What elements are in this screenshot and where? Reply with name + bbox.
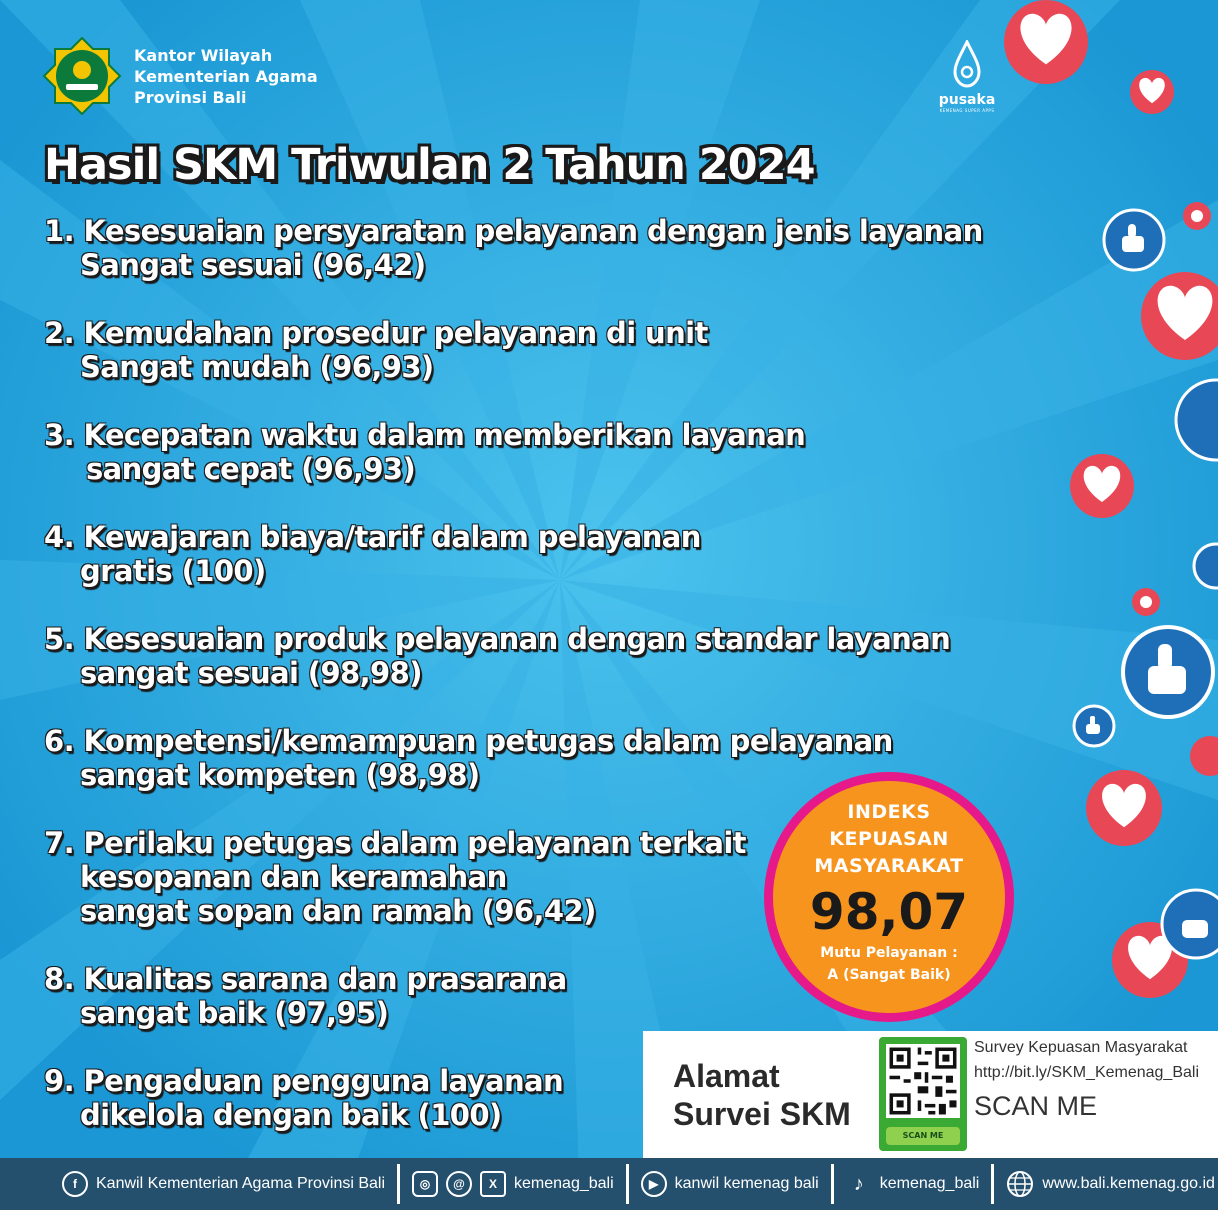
item-result: sangat cepat (96,93) bbox=[86, 452, 416, 486]
survey-heading-line2: Survei SKM bbox=[673, 1096, 851, 1132]
item-result: sangat kompeten (98,98) bbox=[80, 758, 480, 792]
divider bbox=[397, 1164, 400, 1204]
item-result: sangat sopan dan ramah (96,42) bbox=[80, 894, 596, 928]
mutu-value: A (Sangat Baik) bbox=[827, 967, 951, 983]
survey-heading-line1: Alamat bbox=[673, 1058, 780, 1094]
app-tagline: KEMENAG SUPER APPS bbox=[939, 108, 995, 113]
item-label: 3. Kecepatan waktu dalam memberikan layanan bbox=[44, 418, 806, 452]
list-item bbox=[44, 724, 893, 792]
item-label: 7. Perilaku petugas dalam pelayanan terkait bbox=[44, 826, 746, 860]
org-line3: Provinsi Bali bbox=[134, 87, 247, 107]
threads-icon: @ bbox=[446, 1171, 472, 1197]
item-line2: kesopanan dan keramahan bbox=[80, 860, 507, 894]
x-icon: X bbox=[480, 1171, 506, 1197]
youtube-handle: kanwil kemenag bali bbox=[674, 1175, 819, 1192]
divider bbox=[626, 1164, 629, 1204]
indeks-badge bbox=[764, 772, 1014, 1022]
list-item bbox=[44, 962, 567, 1030]
list-item bbox=[44, 418, 805, 486]
qr-code-icon bbox=[886, 1044, 960, 1118]
footer-bar bbox=[0, 1158, 1218, 1210]
scan-me-label: SCAN ME bbox=[974, 1091, 1098, 1121]
list-item bbox=[44, 316, 708, 384]
indeks-score: 98,07 bbox=[809, 883, 969, 941]
pusaka-logo bbox=[932, 40, 1002, 113]
list-item bbox=[44, 622, 950, 690]
item-label: 5. Kesesuaian produk pelayanan dengan standar layanan bbox=[44, 622, 951, 656]
org-line1: Kantor Wilayah bbox=[134, 45, 273, 65]
org-line2: Kementerian Agama bbox=[134, 66, 318, 86]
divider bbox=[831, 1164, 834, 1204]
indeks-line1: INDEKS bbox=[847, 801, 931, 823]
item-label: 9. Pengaduan pengguna layanan bbox=[44, 1064, 564, 1098]
facebook-icon: f bbox=[62, 1171, 88, 1197]
tiktok-icon: ♪ bbox=[853, 1172, 864, 1195]
footer-facebook[interactable] bbox=[62, 1158, 385, 1210]
item-label: 1. Kesesuaian persyaratan pelayanan dengan jenis layanan bbox=[44, 214, 983, 248]
list-item bbox=[44, 214, 983, 282]
item-label: 8. Kualitas sarana dan prasarana bbox=[44, 962, 567, 996]
qr-code[interactable] bbox=[879, 1037, 967, 1151]
list-item bbox=[44, 826, 746, 928]
org-name bbox=[134, 45, 318, 108]
item-result: Sangat sesuai (96,42) bbox=[80, 248, 426, 282]
indeks-line3: MASYARAKAT bbox=[814, 855, 964, 877]
footer-tiktok[interactable] bbox=[846, 1158, 980, 1210]
water-drop-icon bbox=[952, 40, 982, 90]
item-result: dikelola dengan baik (100) bbox=[80, 1098, 502, 1132]
tiktok-handle: kemenag_bali bbox=[879, 1175, 980, 1192]
youtube-icon: ▶ bbox=[641, 1171, 667, 1197]
item-result: sangat baik (97,95) bbox=[80, 996, 389, 1030]
facebook-handle: Kanwil Kementerian Agama Provinsi Bali bbox=[96, 1175, 386, 1192]
item-label: 2. Kemudahan prosedur pelayanan di unit bbox=[44, 316, 708, 350]
instagram-handle: kemenag_bali bbox=[514, 1175, 614, 1192]
item-label: 4. Kewajaran biaya/tarif dalam pelayanan bbox=[44, 520, 701, 554]
survey-title: Survey Kepuasan Masyarakat bbox=[974, 1039, 1188, 1056]
app-name: pusaka bbox=[938, 92, 996, 108]
indeks-line2: KEPUASAN bbox=[829, 828, 949, 850]
kemenag-logo bbox=[42, 36, 122, 116]
item-label: 6. Kompetensi/kemampuan petugas dalam pelayanan bbox=[44, 724, 893, 758]
survey-panel bbox=[643, 1031, 1218, 1158]
scan-me-button[interactable]: SCAN ME bbox=[886, 1127, 960, 1145]
survey-url[interactable]: http://bit.ly/SKM_Kemenag_Bali bbox=[974, 1064, 1200, 1081]
globe-icon bbox=[1006, 1170, 1034, 1198]
header bbox=[42, 36, 318, 116]
list-item bbox=[44, 520, 701, 588]
item-result: gratis (100) bbox=[80, 554, 266, 588]
page-title: Hasil SKM Triwulan 2 Tahun 2024 bbox=[44, 140, 815, 190]
footer-youtube[interactable] bbox=[641, 1158, 819, 1210]
list-item bbox=[44, 1064, 563, 1132]
survey-heading bbox=[673, 1057, 851, 1133]
website-url: www.bali.kemenag.go.id bbox=[1042, 1175, 1215, 1192]
item-result: sangat sesuai (98,98) bbox=[80, 656, 422, 690]
item-result: Sangat mudah (96,93) bbox=[80, 350, 434, 384]
mutu-label: Mutu Pelayanan : bbox=[820, 945, 958, 961]
footer-instagram[interactable] bbox=[412, 1158, 614, 1210]
footer-website[interactable] bbox=[1006, 1158, 1215, 1210]
divider bbox=[991, 1164, 994, 1204]
instagram-icon: ◎ bbox=[412, 1171, 438, 1197]
